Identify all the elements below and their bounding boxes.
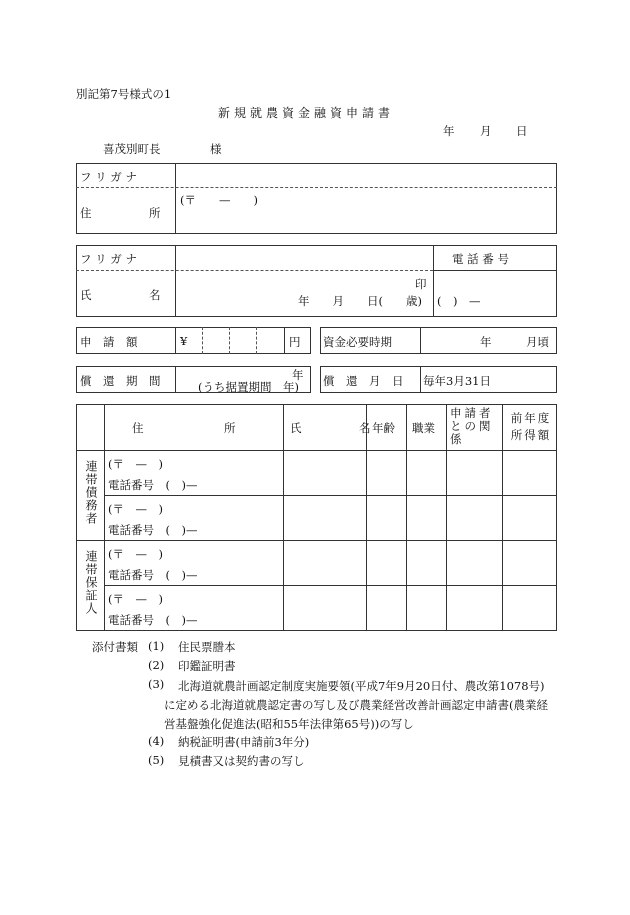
- row-phone-postal[interactable]: (〒 — ): [108, 592, 163, 606]
- attachment-num: (4): [148, 734, 165, 748]
- th-job: 職業: [412, 421, 435, 435]
- repay-date-value: 毎年3月31日: [423, 374, 491, 388]
- attachment-num: (1): [148, 639, 165, 653]
- name-furigana-label: フ リ ガ ナ: [80, 252, 137, 266]
- repay-period-label: 償 還 期 間: [80, 374, 161, 388]
- grace-period[interactable]: (うち据置期間 年): [198, 380, 299, 394]
- row-phone[interactable]: 電話番号 ( )—: [108, 613, 198, 627]
- row-phone[interactable]: 電話番号 ( )—: [108, 568, 198, 582]
- joint-debtor-label: 連帯債務者: [84, 460, 98, 525]
- th-age: 年齢: [372, 421, 395, 435]
- attachment-num: (5): [148, 753, 165, 767]
- attachment-text: 北海道就農計画認定制度実施要領(平成7年9月20日付、農改第1078号)に定める北海道就農認定書の写し及び農業経営改善計画認定申請書(農業経営基盤強化促進法(昭和55年法律第65号))の写し: [164, 679, 548, 731]
- name-label: 氏 名: [80, 288, 161, 302]
- attachment-text: 納税証明書(申請前3年分): [178, 735, 310, 749]
- row-postal[interactable]: (〒 — ): [108, 547, 163, 561]
- date-year: 年: [443, 124, 455, 138]
- phone-format[interactable]: ( ) —: [437, 294, 481, 308]
- row-phone[interactable]: 電話番号 ( )—: [108, 523, 198, 537]
- phone-label: 電 話 番 号: [452, 252, 509, 266]
- attachment-num: (3): [148, 677, 165, 691]
- attachments-label: 添付書類: [92, 640, 138, 654]
- th-name: 氏 名: [290, 421, 371, 435]
- row-postal[interactable]: (〒 — ): [108, 502, 163, 516]
- address-furigana-label: フ リ ガ ナ: [80, 170, 137, 184]
- row-phone[interactable]: 電話番号 ( )—: [108, 478, 198, 492]
- address-box: [76, 163, 557, 234]
- address-label: 住 所: [80, 206, 161, 220]
- joint-guarantor-label: 連帯保証人: [84, 550, 98, 615]
- th-income: 前年度所得額: [510, 411, 552, 442]
- timing-label: 資金必要時期: [323, 335, 392, 349]
- seal-mark: 印: [415, 277, 427, 291]
- attachment-text: 住民票謄本: [178, 640, 236, 654]
- birth-date[interactable]: 年 月 日( 歳): [298, 294, 422, 308]
- honorific: 様: [210, 142, 222, 156]
- address-postal[interactable]: (〒 — ): [180, 193, 258, 207]
- attachment-num: (2): [148, 658, 165, 672]
- date-day: 日: [516, 124, 528, 138]
- attachment-text: 見積書又は契約書の写し: [178, 754, 305, 768]
- form-number: 別記第7号様式の1: [76, 87, 172, 101]
- date-month: 月: [480, 124, 492, 138]
- amount-label: 申 請 額: [80, 335, 138, 349]
- attachment-text: 印鑑証明書: [178, 659, 236, 673]
- timing-value[interactable]: 年 月頃: [480, 335, 549, 349]
- yen-mark: ¥: [180, 334, 188, 348]
- yen-unit: 円: [289, 335, 301, 349]
- addressee: 喜茂別町長: [103, 142, 161, 156]
- repay-date-label: 償 還 月 日: [323, 374, 404, 388]
- th-address: 住 所: [132, 421, 236, 435]
- th-relation: 申請者との関係: [450, 406, 494, 446]
- row-postal[interactable]: (〒 — ): [108, 457, 163, 471]
- page-title: 新規就農資金融資申請書: [218, 106, 395, 120]
- repay-period-year[interactable]: 年: [292, 368, 304, 382]
